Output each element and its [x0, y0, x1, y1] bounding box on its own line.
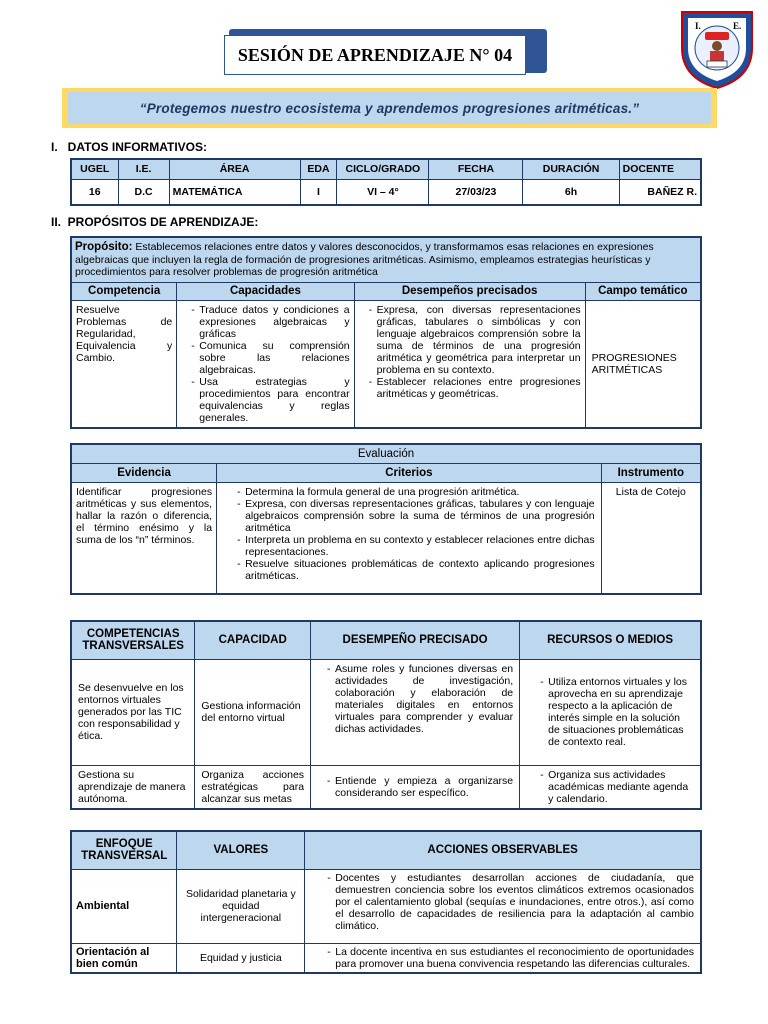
propositos-body-row — [71, 300, 701, 428]
desempeno-item: - Expresa, con diversas representaciones gráficas, tabulares o simbólicas y con lenguaje algebraicos comprensión sobre la suma de términos de una progresión aritmética y geométrica para interpretar un problema en su contexto. — [377, 304, 581, 376]
evaluacion-table — [70, 443, 702, 595]
capacidades-list — [189, 304, 349, 424]
transversal-row — [71, 659, 701, 765]
header-area: ÁREA — [169, 159, 300, 179]
criterios-list — [235, 486, 595, 582]
enfoque-name: Ambiental — [71, 869, 177, 943]
criterio-item: - Determina la formula general de una progresión aritmética. — [245, 486, 595, 498]
evaluacion-body-row — [71, 482, 701, 594]
desempeno-item: - Establecer relaciones entre progresiones aritméticas y geométricas. — [377, 376, 581, 400]
value-ie: D.C — [118, 179, 169, 205]
transversal-capacidad: Gestiona información del entorno virtual — [195, 659, 311, 765]
header-docente: DOCENTE — [619, 159, 701, 179]
header-recursos: RECURSOS O MEDIOS — [520, 621, 701, 659]
competencia-cell: Resuelve Problemas de Regularidad, Equivalencia y Cambio. — [71, 300, 177, 428]
header-campo: Campo temático — [585, 282, 701, 300]
proposito-cell — [71, 237, 701, 282]
header-fecha: FECHA — [429, 159, 523, 179]
transversal-capacidad: Organiza acciones estratégicas para alcanzar sus metas — [195, 765, 311, 809]
header-instrumento: Instrumento — [601, 463, 701, 482]
header-capacidad: CAPACIDAD — [195, 621, 311, 659]
transversal-desempeno — [311, 659, 520, 765]
enfoque-accion-item: - Docentes y estudiantes desarrollan acciones de ciudadanía, que demuestren conciencia sobre los eventos climáticos extremos ocasionados por el calentamiento global (sequías e inundaciones, entre otros.), así como el desarrollo de capacidades de resiliencia para la adaptación al cambio climático. — [335, 872, 694, 932]
enfoque-row — [71, 869, 701, 943]
header-competencia: Competencia — [71, 282, 177, 300]
transversal-recursos-item: - Utiliza entornos virtuales y los aprovecha en su aprendizaje respecto a la aplicación de interés simple en la solución de situaciones problemáticas de contexto real. — [548, 676, 694, 748]
datos-value-row — [71, 179, 701, 205]
page-title: SESIÓN DE APRENDIZAJE N° 04 — [224, 35, 526, 75]
enfoque-accion-item: - La docente incentiva en sus estudiantes el reconocimiento de oportunidades para promover una buena convivencia respetando las diferencias culturales. — [335, 946, 694, 970]
evaluacion-header-row — [71, 463, 701, 482]
evidencia-cell: Identificar progresiones aritméticas y sus elementos, hallar la razón o diferencia, el término enésimo y la suma de los “n” términos. — [71, 482, 217, 594]
criterio-item: - Interpreta un problema en su contexto y establecer relaciones entre dichas representaciones. — [245, 534, 595, 558]
header-competencias-transversales: COMPETENCIAS TRANSVERSALES — [71, 621, 195, 659]
propositos-header-row — [71, 282, 701, 300]
capacidad-item: - Comunica su comprensión sobre las relaciones algebraicas. — [199, 340, 349, 376]
criterios-cell — [217, 482, 602, 594]
criterio-item: - Resuelve situaciones problemáticas de contexto aplicando progresiones aritméticas. — [245, 558, 595, 582]
capacidad-item: - Traduce datos y condiciones a expresiones algebraicas y gráficas — [199, 304, 349, 340]
header-capacidades: Capacidades — [177, 282, 354, 300]
desempenos-cell — [354, 300, 585, 428]
header-enfoque: ENFOQUE TRANSVERSAL — [71, 831, 177, 869]
header-acciones: ACCIONES OBSERVABLES — [305, 831, 701, 869]
transversal-recursos-item: - Organiza sus actividades académicas mediante agenda y calendario. — [548, 769, 694, 805]
section-propositos-title: II. PROPÓSITOS DE APRENDIZAJE: — [51, 215, 259, 229]
value-ciclo: VI – 4° — [337, 179, 429, 205]
school-logo — [678, 8, 756, 90]
section-datos-title: I. DATOS INFORMATIVOS: — [51, 140, 207, 154]
header-desempeno-precisado: DESEMPEÑO PRECISADO — [311, 621, 520, 659]
transversal-recursos — [520, 765, 701, 809]
campo-cell: PROGRESIONES ARITMÉTICAS — [585, 300, 701, 428]
enfoques-header-row — [71, 831, 701, 869]
logo-letter-e: E. — [733, 21, 742, 31]
value-fecha: 27/03/23 — [429, 179, 523, 205]
header-ie: I.E. — [118, 159, 169, 179]
value-duracion: 6h — [523, 179, 619, 205]
propositos-table — [70, 236, 702, 429]
logo-letter-i: I. — [695, 21, 701, 31]
proposito-row — [71, 237, 701, 282]
value-ugel: 16 — [71, 179, 118, 205]
datos-header-row — [71, 159, 701, 179]
enfoque-row — [71, 943, 701, 973]
desempenos-list — [367, 304, 581, 400]
transversal-desempeno — [311, 765, 520, 809]
proposito-text: Establecemos relaciones entre datos y valores desconocidos, y transformamos esas relaciones en expresiones algebraicas que incluyen la regla de formación de progresiones aritméticas. Asimismo, empleamos estrategias heurísticas y procedimientos para resolver problemas de progresión aritmética — [75, 241, 654, 278]
enfoques-table — [70, 830, 702, 974]
enfoque-valores: Solidaridad planetaria y equidad intergeneracional — [177, 869, 305, 943]
capacidad-item: - Usa estrategias y procedimientos para encontrar equivalencias y reglas generales. — [199, 376, 349, 424]
capacidades-cell — [177, 300, 354, 428]
evaluacion-title-row — [71, 444, 701, 463]
transversal-recursos — [520, 659, 701, 765]
header-evidencia: Evidencia — [71, 463, 217, 482]
header-ugel: UGEL — [71, 159, 118, 179]
session-quote: “Protegemos nuestro ecosistema y aprendemos progresiones aritméticas.” — [68, 92, 711, 124]
value-area: MATEMÁTICA — [169, 179, 300, 205]
instrumento-cell: Lista de Cotejo — [601, 482, 701, 594]
value-eda: I — [300, 179, 337, 205]
enfoque-valores: Equidad y justicia — [177, 943, 305, 973]
transversal-desempeno-item: - Entiende y empieza a organizarse considerando ser específico. — [335, 775, 513, 799]
header-eda: EDA — [300, 159, 337, 179]
header-valores: VALORES — [177, 831, 305, 869]
evaluacion-title: Evaluación — [71, 444, 701, 463]
header-desempenos: Desempeños precisados — [354, 282, 585, 300]
transversal-row — [71, 765, 701, 809]
header-duracion: DURACIÓN — [523, 159, 619, 179]
transversales-header-row — [71, 621, 701, 659]
header-ciclo: CICLO/GRADO — [337, 159, 429, 179]
enfoque-acciones — [305, 869, 701, 943]
datos-table — [70, 158, 702, 206]
enfoque-acciones — [305, 943, 701, 973]
criterio-item: - Expresa, con diversas representaciones gráficas, tabulares y con lenguaje algebraicos comprensión sobre la suma de términos de una progresión aritmética — [245, 498, 595, 534]
transversal-competencia: Gestiona su aprendizaje de manera autónoma. — [71, 765, 195, 809]
transversal-desempeno-item: - Asume roles y funciones diversas en actividades de investigación, colaboración y elaboración de materiales digitales en entornos virtuales para comprender y evaluar dichas actividades. — [335, 663, 513, 735]
enfoque-name: Orientación al bien común — [71, 943, 177, 973]
transversal-competencia: Se desenvuelve en los entornos virtuales generados por las TIC con responsabilidad y ética. — [71, 659, 195, 765]
header-criterios: Criterios — [217, 463, 602, 482]
value-docente: BAÑEZ R. — [619, 179, 701, 205]
transversales-table — [70, 620, 702, 810]
proposito-label: Propósito: — [75, 241, 133, 253]
